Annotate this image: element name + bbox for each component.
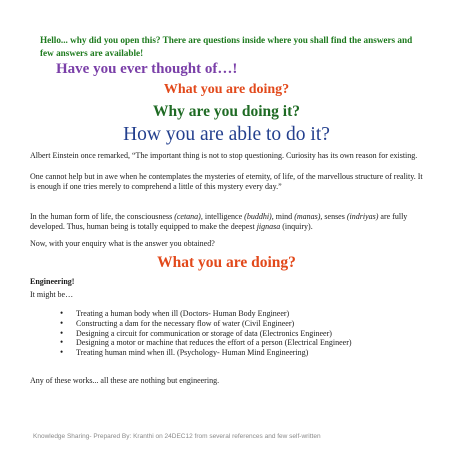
it-might-be: It might be… <box>30 290 74 299</box>
text-segment: , senses <box>320 212 347 221</box>
list-item: • Constructing a dam for the necessary flow of water (Civil Engineer) <box>52 319 422 329</box>
term-buddhi: (buddhi) <box>244 212 272 221</box>
term-manas: (manas) <box>294 212 321 221</box>
heading-why: Why are you doing it? <box>153 103 300 120</box>
section-heading: What you are doing? <box>157 254 296 271</box>
text-segment: (inquiry). <box>280 221 313 231</box>
heading-thought: Have you ever thought of…! <box>56 61 238 77</box>
list-item: • Treating human mind when ill. (Psychology- Human Mind Engineering) <box>52 348 422 358</box>
term-jignasa: jignasa <box>256 221 281 231</box>
paragraph-einstein: Albert Einstein once remarked, “The important thing is not to stop questioning. Curiosity has its own reason for existing. <box>30 151 418 160</box>
text-segment: In the human form of life, the consciousness <box>30 212 175 221</box>
paragraph-enquiry: Now, with your enquiry what is the answer you obtained? <box>30 239 215 248</box>
text-segment: are fully developed. Thus, human being is totally equipped to make the deepest <box>30 212 408 231</box>
intro-text: Hello... why did you open this? There are questions inside where you shall find the answers and few answers are available! <box>40 35 413 58</box>
heading-what: What you are doing? <box>163 82 290 97</box>
paragraph-human-form <box>30 212 426 232</box>
closing-text: Any of these works... all these are nothing but engineering. <box>30 376 220 385</box>
paragraph-awe: One cannot help but in awe when he contemplates the mysteries of eternity, of life, of the marvellous structure of reality. It is enough if one tries merely to comprehend a little of this mystery every day.” <box>30 172 423 191</box>
engineering-label: Engineering! <box>30 277 75 286</box>
term-indriyas: (indriyas) <box>346 212 379 221</box>
list-item: • Designing a circuit for communication or storage of data (Electronics Engineer) <box>52 329 422 339</box>
list-item: • Treating a human body when ill (Doctors- Human Body Engineer) <box>52 309 422 319</box>
list-item: • Designing a motor or machine that reduces the effort of a person (Electrical Engineer) <box>52 338 422 348</box>
engineering-list <box>52 309 422 358</box>
heading-how: How you are able to do it? <box>123 124 330 145</box>
text-segment: , mind <box>271 212 295 221</box>
term-cetana: (cetana) <box>174 212 201 221</box>
page-footer: Knowledge Sharing- Prepared By: Kranthi on 24DEC12 from several references and few self-written <box>33 433 321 440</box>
text-segment: , intelligence <box>200 212 245 221</box>
